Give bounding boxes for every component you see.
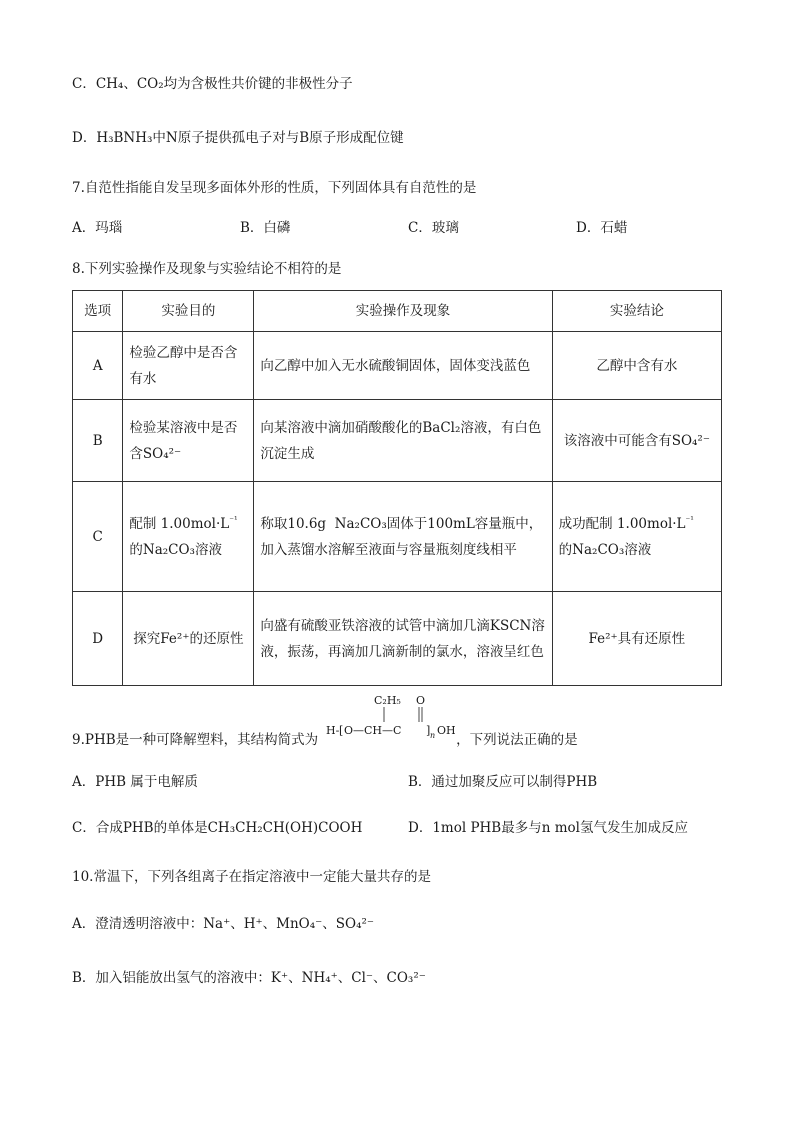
row-a-operation: 向乙醇中加入无水硫酸铜固体，固体变浅蓝色 — [254, 332, 552, 400]
question-10-option-a: A．澄清透明溶液中：Na⁺、H⁺、MnO₄⁻、SO₄²⁻ — [72, 916, 375, 932]
question-9-option-d: D．1mol PHB最多与n mol氢气发生加成反应 — [408, 820, 688, 836]
row-a-purpose: 检验乙醇中是否含有水 — [123, 332, 254, 400]
header-conclusion: 实验结论 — [552, 291, 721, 332]
question-9-option-c: C．合成PHB的单体是CH₃CH₂CH(OH)COOH — [72, 820, 363, 836]
table-row — [73, 482, 722, 592]
svg-text:OH: OH — [437, 724, 456, 737]
row-d-operation: 向盛有硫酸亚铁溶液的试管中滴加几滴KSCN溶液，振荡，再滴加几滴新制的氯水，溶液呈红色 — [254, 592, 552, 686]
question-9-option-b: B．通过加聚反应可以制得PHB — [408, 774, 598, 790]
row-c-conclusion: 成功配制 $1.00mol\cdot L^{^{-1}}$ 的Na₂CO₃溶液 — [552, 482, 721, 592]
header-purpose: 实验目的 — [123, 291, 254, 332]
row-c-purpose: 配制 $1.00mol\cdot L^{^{-1}}$ 的Na₂CO₃溶液 — [123, 482, 254, 592]
svg-text:O—CH—C: O—CH—C — [344, 724, 402, 737]
question-10-stem: 10.常温下，下列各组离子在指定溶液中一定能大量共存的是 — [72, 869, 431, 885]
sulfate-formula: SO₄²⁻ — [142, 445, 182, 462]
svg-text:]: ] — [426, 724, 431, 737]
question-9-option-a: A．PHB 属于电解质 — [72, 774, 198, 790]
table-row — [73, 592, 722, 686]
question-8-stem: 8.下列实验操作及现象与实验结论不相符的是 — [72, 261, 342, 277]
sulfate-formula: SO₄²⁻ — [671, 432, 710, 449]
header-option: 选项 — [73, 291, 123, 332]
row-c-operation: 称取10.6g Na₂CO₃固体于100mL容量瓶中，加入蒸馏水溶解至液面与容量瓶刻度线相平 — [254, 482, 552, 592]
row-c-option: C — [73, 482, 123, 592]
svg-text:n: n — [430, 731, 436, 740]
table-header-row — [73, 291, 722, 332]
svg-text:O: O — [416, 694, 426, 707]
row-b-operation: 向某溶液中滴加硝酸酸化的BaCl₂溶液，有白色沉淀生成 — [254, 400, 552, 482]
question-9-stem: 9.PHB是一种可降解塑料，其结构简式为 ，下列说法正确的是 — [72, 732, 578, 748]
option-c-text: C．CH₄、CO₂均为含极性共价键的非极性分子 — [72, 76, 353, 92]
question-7-option-a: A．玛瑙 — [72, 220, 123, 236]
phb-structure-formula — [326, 692, 466, 742]
row-d-option: D — [73, 592, 123, 686]
svg-text:C₂H₅: C₂H₅ — [374, 694, 401, 707]
svg-text:[: [ — [339, 724, 344, 737]
row-b-option: B — [73, 400, 123, 482]
question-7-option-d: D．石蜡 — [576, 220, 628, 236]
svg-text:H-: H- — [326, 724, 340, 737]
row-d-conclusion: Fe²⁺具有还原性 — [552, 592, 721, 686]
row-b-conclusion: 该溶液中可能含有SO₄²⁻ — [552, 400, 721, 482]
header-operation: 实验操作及现象 — [254, 291, 552, 332]
question-7-option-b: B．白磷 — [240, 220, 291, 236]
bacl2-formula: BaCl₂ — [422, 419, 461, 436]
question-7-stem: 7.自范性指能自发呈现多面体外形的性质，下列固体具有自范性的是 — [72, 180, 477, 196]
row-d-purpose: 探究Fe²⁺的还原性 — [123, 592, 254, 686]
question-7-option-c: C．玻璃 — [408, 220, 459, 236]
table-row — [73, 400, 722, 482]
experiment-table — [72, 290, 722, 686]
row-a-conclusion: 乙醇中含有水 — [552, 332, 721, 400]
row-a-option: A — [73, 332, 123, 400]
option-d-text: D．H₃BNH₃中N原子提供孤电子对与B原子形成配位键 — [72, 130, 404, 146]
table-row — [73, 332, 722, 400]
row-b-purpose: 检验某溶液中是否 含SO₄²⁻ — [123, 400, 254, 482]
question-10-option-b: B．加入铝能放出氢气的溶液中：K⁺、NH₄⁺、Cl⁻、CO₃²⁻ — [72, 970, 426, 986]
